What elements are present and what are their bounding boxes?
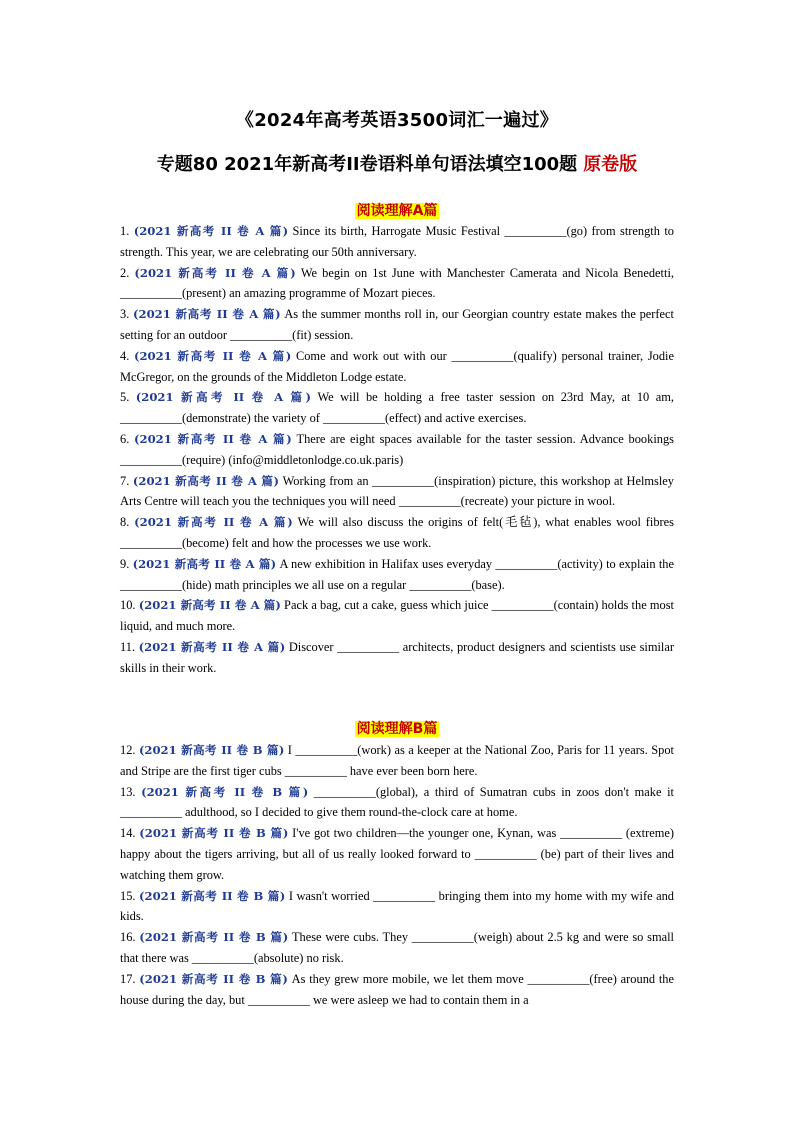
question-number: 11.: [120, 639, 136, 654]
question-item: [120, 304, 674, 346]
question-item: [120, 346, 674, 388]
question-number: 13.: [120, 784, 136, 799]
question-text: We begin on 1st June with Manchester Camerata and Nicola Benedetti, __________(present) an amazing programme of Mozart pieces.: [120, 265, 674, 301]
question-text: There are eight spaces available for the taster session. Advance bookings __________(require) (info@middletonlodge.co.uk.paris): [120, 431, 674, 467]
question-number: 4.: [120, 348, 130, 363]
question-source: (2021 新高考 II 卷 B 篇): [138, 743, 285, 757]
question-text: We will be holding a free taster session on 23rd May, at 10 am, __________(demonstrate) the variety of __________(effect) and active exercises.: [120, 390, 674, 426]
question-source: (2021 新高考 II 卷 A 篇): [133, 307, 281, 322]
section-b-questions: [120, 740, 674, 1010]
question-number: 9.: [120, 556, 130, 571]
question-item: [120, 740, 674, 782]
question-number: 3.: [120, 307, 130, 322]
question-number: 6.: [120, 431, 130, 446]
question-item: [120, 886, 674, 928]
question-item: [120, 387, 674, 429]
section-heading-b: 阅读理解B篇: [356, 721, 438, 737]
question-text: I've got two children—the younger one, Kynan, was __________ (extreme) happy about the tigers arriving, but all of us really looked forward to __________ (be) part of their lives and watching them grow.: [120, 826, 674, 882]
question-text: Working from an __________(inspiration) picture, this workshop at Helmsley Arts Centre will teach you the techniques you will need __________(recreate) your picture in wool.: [120, 473, 674, 509]
question-text: Discover __________ architects, product designers and scientists use similar skills in their work.: [120, 639, 674, 675]
question-number: 17.: [120, 971, 136, 986]
question-number: 1.: [120, 224, 130, 238]
question-text: I wasn't worried __________ bringing them into my home with my wife and kids.: [120, 888, 674, 924]
question-source: (2021 新高考 II 卷 A 篇): [138, 639, 286, 654]
question-item: [120, 595, 674, 637]
question-source: (2021 新高考 II 卷 B 篇): [139, 888, 286, 903]
question-source: (2021 新高考 II 卷 B 篇): [139, 971, 288, 986]
question-text: As they grew more mobile, we let them move __________(free) around the house during the day, but __________ we were asleep we had to contain them in a: [120, 971, 674, 1007]
topic-tag: 原卷版: [583, 154, 638, 175]
question-item: [120, 263, 674, 305]
question-source: (2021 新高考 II 卷 B 篇): [139, 826, 289, 841]
section-heading-a: 阅读理解A篇: [356, 203, 438, 219]
question-number: 16.: [120, 930, 136, 945]
question-number: 12.: [120, 743, 136, 757]
question-source: (2021 新高考 II 卷 A 篇): [134, 265, 296, 280]
question-text: These were cubs. They __________(weigh) about 2.5 kg and were so small that there was __________(absolute) no risk.: [120, 930, 674, 965]
topic-title-text: 专题80 2021年新高考II卷语料单句语法填空100题: [156, 154, 578, 175]
question-item: [120, 554, 674, 596]
question-item: [120, 429, 674, 471]
question-number: 2.: [120, 265, 130, 280]
question-source: (2021 新高考 II 卷 A 篇): [132, 556, 277, 571]
question-text: Pack a bag, cut a cake, guess which juice __________(contain) holds the most liquid, and much more.: [120, 598, 674, 634]
question-text: A new exhibition in Halifax uses everyday __________(activity) to explain the __________(hide) math principles we all use on a regular __________(base).: [120, 556, 674, 592]
question-text: We will also discuss the origins of felt(毛毡), what enables wool fibres __________(become) felt and how the processes we use work.: [120, 515, 674, 550]
question-text: Since its birth, Harrogate Music Festival __________(go) from strength to strength. This year, we are celebrating our 50th anniversary.: [120, 224, 674, 259]
question-source: (2021 新高考 II 卷 A 篇): [134, 348, 292, 363]
question-item: [120, 637, 674, 679]
question-number: 5.: [120, 390, 130, 405]
question-number: 7.: [120, 473, 130, 488]
question-number: 10.: [120, 598, 136, 613]
question-text: As the summer months roll in, our Georgian country estate makes the perfect setting for an outdoor __________(fit) session.: [120, 307, 675, 342]
question-item: [120, 927, 674, 969]
topic-title: [0, 150, 794, 176]
question-source: (2021 新高考 II 卷 A 篇): [134, 515, 293, 530]
question-source: (2021 新高考 II 卷 A 篇): [133, 224, 289, 238]
question-source: (2021 新高考 II 卷 A 篇): [138, 598, 281, 613]
book-title: 《2024年高考英语3500词汇一遍过》: [235, 110, 559, 131]
question-text: I __________(work) as a keeper at the National Zoo, Paris for 11 years. Spot and Stripe are the first tiger cubs __________ have ever been born here.: [120, 743, 674, 778]
question-item: [120, 221, 674, 263]
question-number: 15.: [120, 888, 136, 903]
question-item: [120, 969, 674, 1011]
question-number: 14.: [120, 826, 136, 841]
question-source: (2021 新高考 II 卷 B 篇): [139, 930, 289, 945]
question-source: (2021 新高考 II 卷 A 篇): [135, 390, 311, 405]
question-text: __________(global), a third of Sumatran cubs in zoos don't make it __________ adulthood, so I decided to give them round-the-clock care at home.: [120, 784, 674, 820]
question-source: (2021 新高考 II 卷 B 篇): [141, 784, 309, 799]
question-source: (2021 新高考 II 卷 A 篇): [132, 473, 279, 488]
question-source: (2021 新高考 II 卷 A 篇): [134, 431, 292, 446]
question-item: [120, 782, 674, 824]
question-item: [120, 512, 674, 554]
question-item: [120, 471, 674, 513]
question-item: [120, 823, 674, 885]
question-text: Come and work out with our __________(qualify) personal trainer, Jodie McGregor, on the grounds of the Middleton Lodge estate.: [120, 348, 674, 384]
section-a-questions: [120, 221, 674, 679]
question-number: 8.: [120, 515, 130, 530]
